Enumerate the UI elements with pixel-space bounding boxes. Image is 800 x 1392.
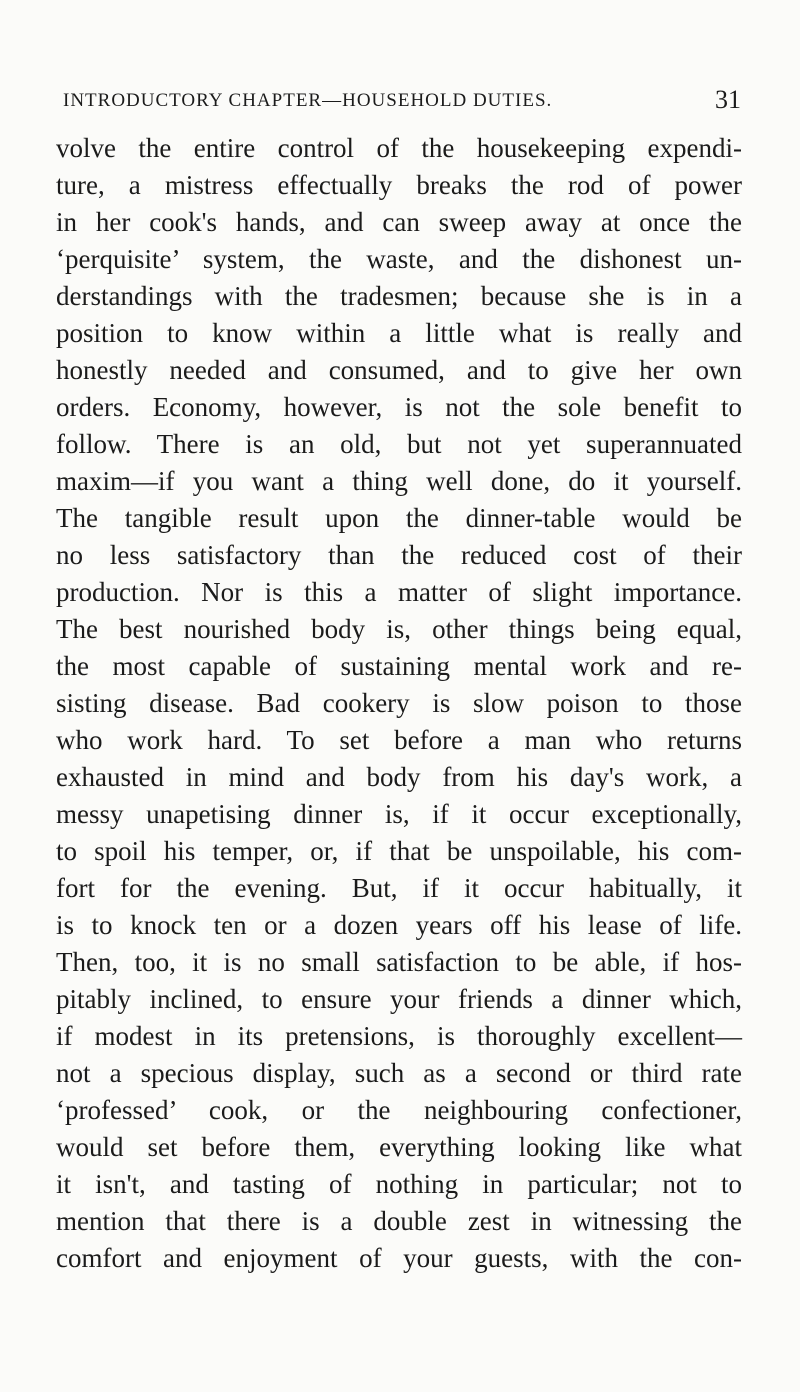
text-line: it isn't, and tasting of nothing in particular; not to [56,1169,742,1199]
text-line: production. Nor is this a matter of slight importance. [56,577,742,607]
text-line: derstandings with the tradesmen; because she is in a [56,281,742,311]
text-line: maxim—if you want a thing well done, do it yourself. [56,466,742,496]
text-line: not a specious display, such as a second or third rate [56,1058,742,1088]
text-line: The best nourished body is, other things being equal, [56,614,742,644]
text-line: The tangible result upon the dinner-table would be [56,503,742,533]
text-line: Then, too, it is no small satisfaction to be able, if hos- [56,947,742,977]
text-line: fort for the evening. But, if it occur habitually, it [56,873,742,903]
text-line: mention that there is a double zest in witnessing the [56,1206,742,1236]
text-line: is to knock ten or a dozen years off his lease of life. [56,910,742,940]
running-title: INTRODUCTORY CHAPTER—HOUSEHOLD DUTIES. [63,90,553,111]
text-line: if modest in its pretensions, is thoroughly excellent— [56,1021,742,1051]
text-line: volve the entire control of the housekeeping expendi- [56,133,742,163]
text-line: who work hard. To set before a man who returns [56,725,742,755]
text-line: messy unapetising dinner is, if it occur exceptionally, [56,799,742,829]
text-line: would set before them, everything looking like what [56,1132,742,1162]
page-number: 31 [715,85,741,114]
text-line: the most capable of sustaining mental work and re- [56,651,742,681]
text-line: ‘perquisite’ system, the waste, and the dishonest un- [56,244,742,274]
text-line: sisting disease. Bad cookery is slow poison to those [56,688,742,718]
text-line: honestly needed and consumed, and to give her own [56,355,742,385]
text-line: ‘professed’ cook, or the neighbouring confectioner, [56,1095,742,1125]
text-line: in her cook's hands, and can sweep away at once the [56,207,742,237]
text-line: no less satisfactory than the reduced cost of their [56,540,742,570]
text-line: comfort and enjoyment of your guests, with the con- [56,1243,742,1273]
text-line: exhausted in mind and body from his day's work, a [56,762,742,792]
running-head [63,85,741,114]
body-paragraph [56,130,742,1277]
text-line: follow. There is an old, but not yet superannuated [56,429,742,459]
text-line: orders. Economy, however, is not the sole benefit to [56,392,742,422]
text-line: ture, a mistress effectually breaks the rod of power [56,170,742,200]
text-line: pitably inclined, to ensure your friends a dinner which, [56,984,742,1014]
text-line: to spoil his temper, or, if that be unspoilable, his com- [56,836,742,866]
text-line: position to know within a little what is really and [56,318,742,348]
